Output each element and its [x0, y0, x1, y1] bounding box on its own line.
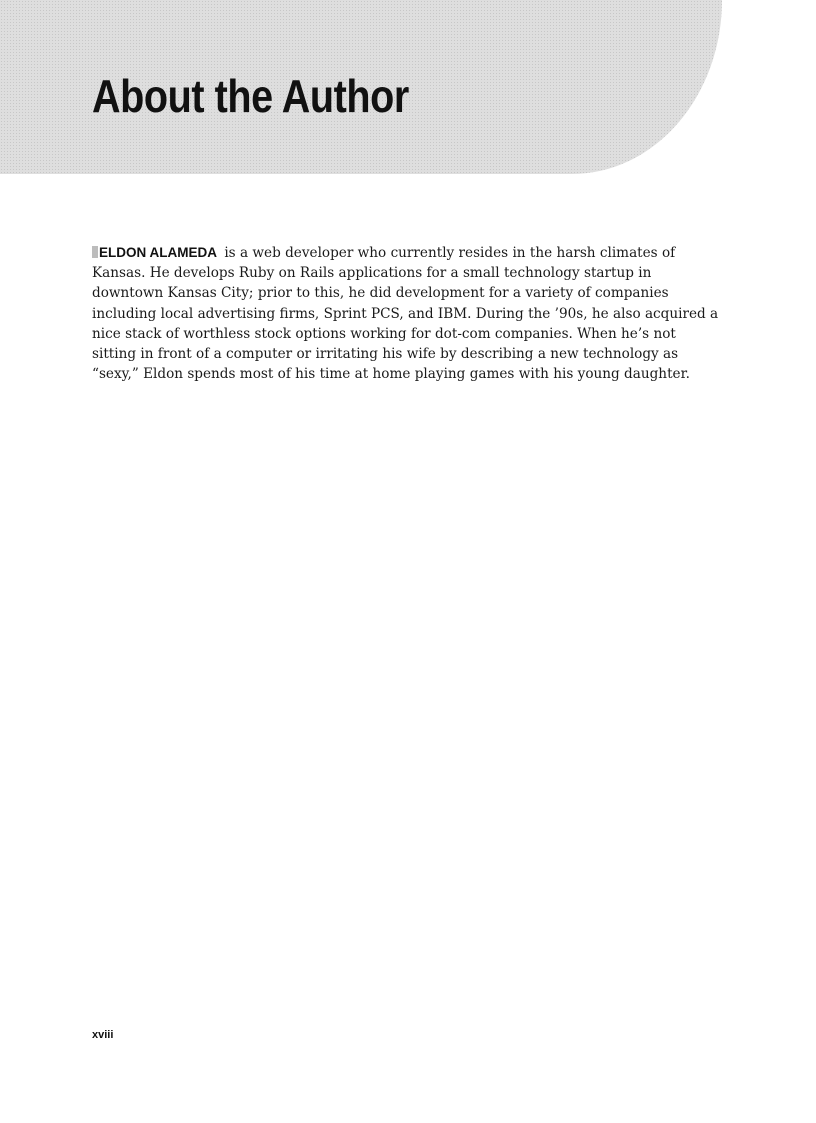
page-number: xviii	[92, 1029, 114, 1041]
author-bio-text: is a web developer who currently resides in the harsh climates of Kansas. He develops Ruby on Rails applications for a small technology startup in downtown Kansas City; prior to this, he did development for a variety of companies including local advertising firms, Sprint PCS, and IBM. During the ’90s, he also acquired a nice stack of worthless stock options working for dot-com companies. When he’s not sitting in front of a computer or irritating his wife by describing a new technology as “sexy,” Eldon spends most of his time at home playing games with his young daughter.	[92, 245, 719, 383]
author-name: ELDON ALAMEDA	[99, 245, 217, 260]
chapter-title: About the Author	[92, 70, 409, 122]
author-bio-paragraph	[92, 243, 722, 384]
bio-marker-icon	[92, 246, 98, 258]
